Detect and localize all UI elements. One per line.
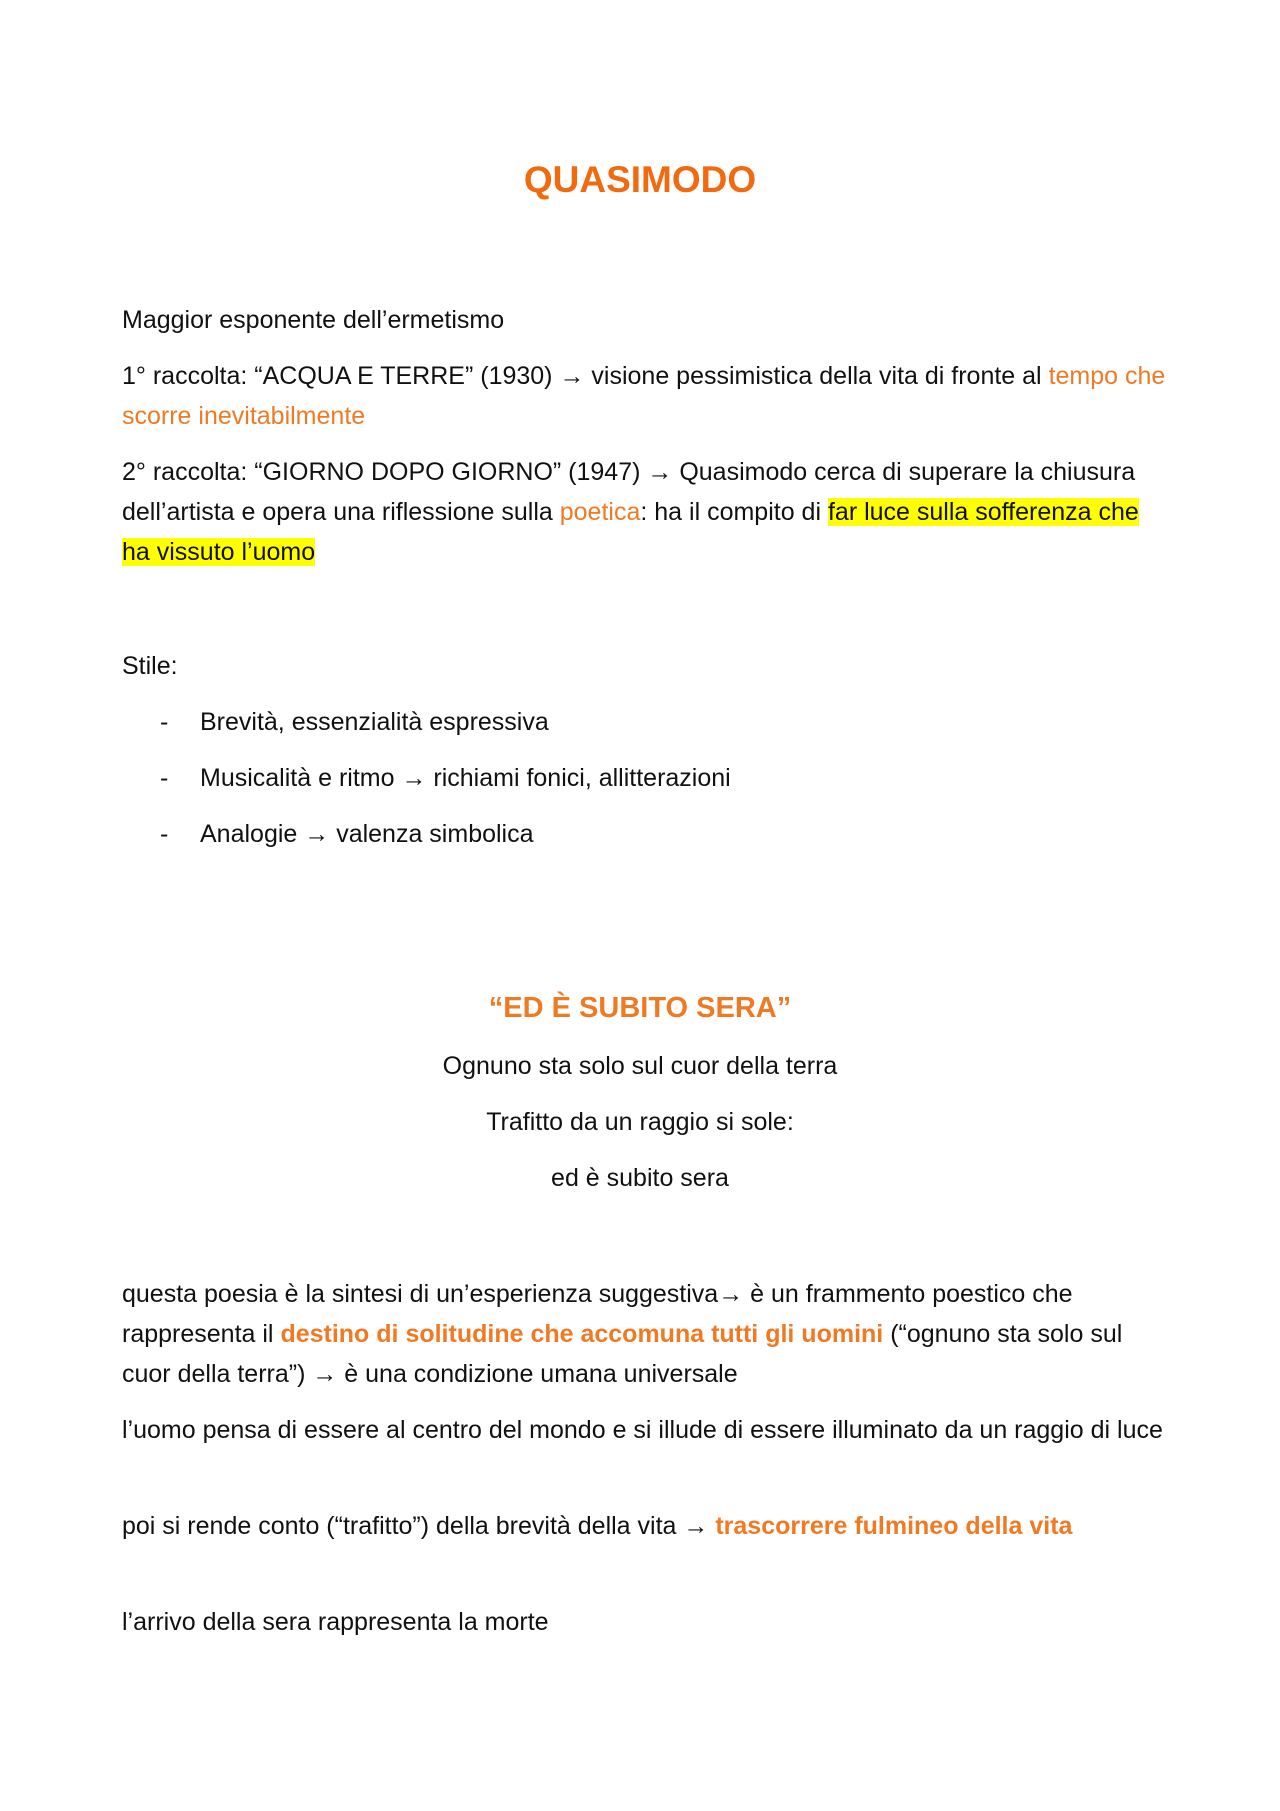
raccolta-2-highlight: far luce sulla sofferenza che ha vissuto l’uomo bbox=[122, 498, 1139, 566]
poem-line: Trafitto da un raggio si sole: bbox=[486, 1108, 794, 1136]
poem-line: Ognuno sta solo sul cuor della terra bbox=[442, 1052, 838, 1080]
analysis-3-emphasis: trascorrere fulmineo della vita bbox=[715, 1512, 1073, 1540]
raccolta-2-rest-2: : ha il compito di bbox=[640, 498, 828, 526]
analysis-1-text-c: (“ognuno sta solo sul cuor della terra”) bbox=[122, 1320, 1123, 1388]
analysis-1-emphasis: destino di solitudine che accomuna tutti gli uomini bbox=[280, 1320, 884, 1348]
analysis-1-text-a: questa poesia è la sintesi di un’esperienza suggestiva bbox=[122, 1280, 719, 1308]
arrow-icon: → bbox=[559, 362, 585, 390]
bullet-marker: - bbox=[160, 708, 169, 736]
stile-label: Stile: bbox=[122, 652, 178, 680]
analysis-paragraph-4: l’arrivo della sera rappresenta la morte bbox=[122, 1608, 549, 1636]
page-title: QUASIMODO bbox=[523, 159, 757, 200]
bullet-marker: - bbox=[160, 764, 169, 792]
raccolta-2-prefix: 2° raccolta: “GIORNO DOPO GIORNO” (1947) bbox=[122, 458, 648, 486]
raccolta-1-rest: visione pessimistica della vita di fronte al bbox=[584, 362, 1049, 390]
raccolta-2-paragraph bbox=[122, 452, 1172, 572]
stile-item: Analogie → valenza simbolica bbox=[200, 820, 534, 848]
stile-item: Musicalità e ritmo → richiami fonici, allitterazioni bbox=[200, 764, 731, 792]
raccolta-1-emphasis: tempo che scorre inevitabilmente bbox=[122, 362, 1166, 430]
analysis-1-text-b: è un frammento poestico che rappresenta il bbox=[122, 1280, 1073, 1348]
analysis-1-text-d: è una condizione umana universale bbox=[337, 1360, 738, 1388]
arrow-icon: → bbox=[647, 458, 673, 486]
arrow-icon: → bbox=[718, 1280, 744, 1308]
poem-title: “ED È SUBITO SERA” bbox=[488, 992, 792, 1024]
raccolta-2-rest: Quasimodo cerca di superare la chiusura dell’artista e opera una riflessione sulla bbox=[122, 458, 1136, 526]
intro-line: Maggior esponente dell’ermetismo bbox=[122, 306, 505, 334]
poem-line: ed è subito sera bbox=[551, 1164, 729, 1192]
analysis-paragraph-3 bbox=[122, 1506, 1172, 1546]
analysis-paragraph-2: l’uomo pensa di essere al centro del mondo e si illude di essere illuminato da un raggio di luce bbox=[122, 1416, 1163, 1444]
bullet-marker: - bbox=[160, 820, 169, 848]
analysis-paragraph-1 bbox=[122, 1274, 1172, 1394]
arrow-icon: → bbox=[683, 1512, 709, 1540]
analysis-3-text: poi si rende conto (“trafitto”) della brevità della vita bbox=[122, 1512, 684, 1540]
raccolta-2-emphasis: poetica bbox=[559, 498, 641, 526]
stile-item: Brevità, essenzialità espressiva bbox=[200, 708, 549, 736]
raccolta-1-paragraph bbox=[122, 356, 1172, 436]
raccolta-1-prefix: 1° raccolta: “ACQUA E TERRE” (1930) bbox=[122, 362, 560, 390]
arrow-icon: → bbox=[312, 1360, 338, 1388]
